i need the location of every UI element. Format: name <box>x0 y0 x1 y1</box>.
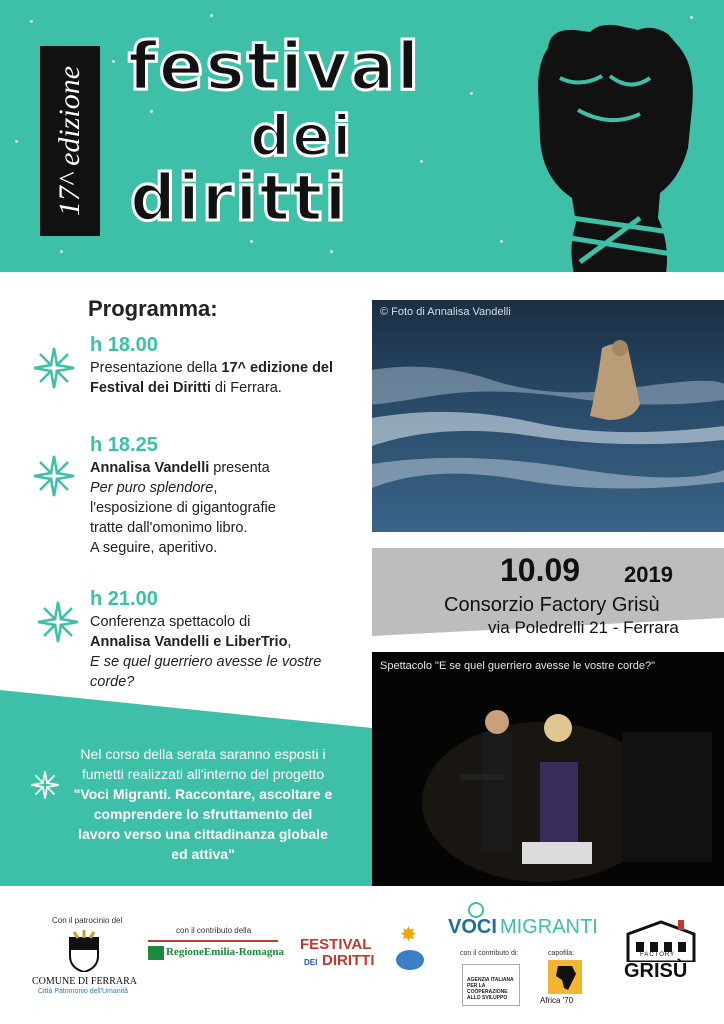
aics-line: AGENZIA ITALIANA <box>467 977 514 983</box>
sea-photo <box>372 300 724 532</box>
globe-icon <box>396 950 424 970</box>
africa-name: Africa '70 <box>540 996 574 1005</box>
event-venue: Consorzio Factory Grisù <box>444 594 660 616</box>
title-dei: dei <box>250 104 354 169</box>
item2-text: presenta <box>209 460 270 476</box>
africa-icon <box>548 960 582 994</box>
item2-comma: , <box>213 480 218 496</box>
program-item-1 <box>90 358 360 398</box>
festival-logo-3: DIRITTI <box>322 952 375 969</box>
item2-line4: tratte dall'omonimo libro. <box>90 520 248 536</box>
exhibition-note <box>62 744 344 864</box>
item2-bold: Annalisa Vandelli <box>90 460 210 476</box>
item3-italic1: E se quel guerriero avesse le vostre <box>90 654 322 670</box>
comune-subtitle: Città Patrimonio dell'Umanità <box>38 988 129 995</box>
item2-line3: l'esposizione di gigantografie <box>90 500 276 516</box>
program-item-2 <box>90 458 360 558</box>
capofila-label: capofila: <box>548 950 575 957</box>
voci-logo-2: MIGRANTI <box>500 916 598 938</box>
voci-contrib-label: con il contributo di: <box>460 950 519 957</box>
item1-bold2: Festival dei Diritti <box>90 380 211 396</box>
event-year: 2019 <box>624 562 673 587</box>
time-2: h 18.25 <box>90 434 158 456</box>
factory-label: FACTORY <box>640 952 676 958</box>
aics-line: ALLO SVILUPPO <box>467 995 508 1001</box>
note-line: "Voci Migranti. Raccontare, ascoltare e <box>73 786 333 802</box>
note-line: Nel corso della serata saranno esposti i <box>80 746 326 762</box>
program-heading: Programma: <box>88 296 218 321</box>
edition-badge <box>40 46 100 236</box>
time-3: h 21.00 <box>90 588 158 610</box>
sparkle-icon <box>32 454 76 498</box>
comune-name: COMUNE DI FERRARA <box>32 976 138 987</box>
item3-italic2: corde? <box>90 674 135 690</box>
aics-logo <box>462 964 520 1006</box>
time-1: h 18.00 <box>90 334 158 356</box>
grisu-label: GRISÙ <box>624 960 688 982</box>
patrocinio-label: Con il patrocinio del <box>52 916 123 925</box>
program-item-3 <box>90 612 360 692</box>
note-line: fumetti realizzati all'interno del progetto <box>81 766 325 782</box>
sponsor-footer <box>0 886 724 1024</box>
stage-caption: Spettacolo "E se quel guerriero avesse le vostre corde?" <box>380 660 656 672</box>
item3-comma: , <box>287 634 292 650</box>
item3-bold: Annalisa Vandelli e LiberTrio <box>90 634 288 650</box>
note-line: ed attiva" <box>171 846 235 862</box>
voci-logo-1: VOCI <box>448 916 497 938</box>
item3-line1: Conferenza spettacolo di <box>90 614 251 630</box>
festival-logo-2: DEI <box>304 958 318 967</box>
festival-logo-1: FESTIVAL <box>300 936 372 953</box>
stage-photo <box>372 652 724 886</box>
item1-bold: 17^ edizione del <box>221 360 334 376</box>
regione-mark-icon <box>148 946 164 960</box>
sparkle-icon <box>36 600 80 644</box>
regione-name: RegioneEmilia-Romagna <box>166 946 284 958</box>
item1-text: Presentazione della <box>90 360 222 376</box>
event-date: 10.09 <box>500 552 581 588</box>
note-line: lavoro verso una cittadinanza globale <box>78 826 328 842</box>
edition-text: 17^ edizione <box>53 65 86 217</box>
sparkle-icon <box>30 770 60 800</box>
item1-text2: di Ferrara. <box>210 380 282 396</box>
header-banner <box>0 0 724 272</box>
raised-fist-icon <box>520 18 700 272</box>
photo-credit: © Foto di Annalisa Vandelli <box>380 306 511 318</box>
event-address: via Poledrelli 21 - Ferrara <box>488 618 679 637</box>
figure-icon: ✸ <box>400 924 417 946</box>
sparkle-icon <box>32 346 76 390</box>
contributo-label: con il contributo della <box>176 926 252 935</box>
item2-line5: A seguire, aperitivo. <box>90 540 218 556</box>
title-festival: festival <box>128 28 422 105</box>
regione-bar <box>148 940 278 942</box>
item2-italic: Per puro splendore <box>90 480 214 496</box>
aics-line: PER LA COOPERAZIONE <box>467 983 508 995</box>
title-diritti: diritti <box>130 162 349 236</box>
ferrara-crest-icon <box>68 930 100 972</box>
note-line: comprendere lo sfruttamento del <box>93 806 313 822</box>
